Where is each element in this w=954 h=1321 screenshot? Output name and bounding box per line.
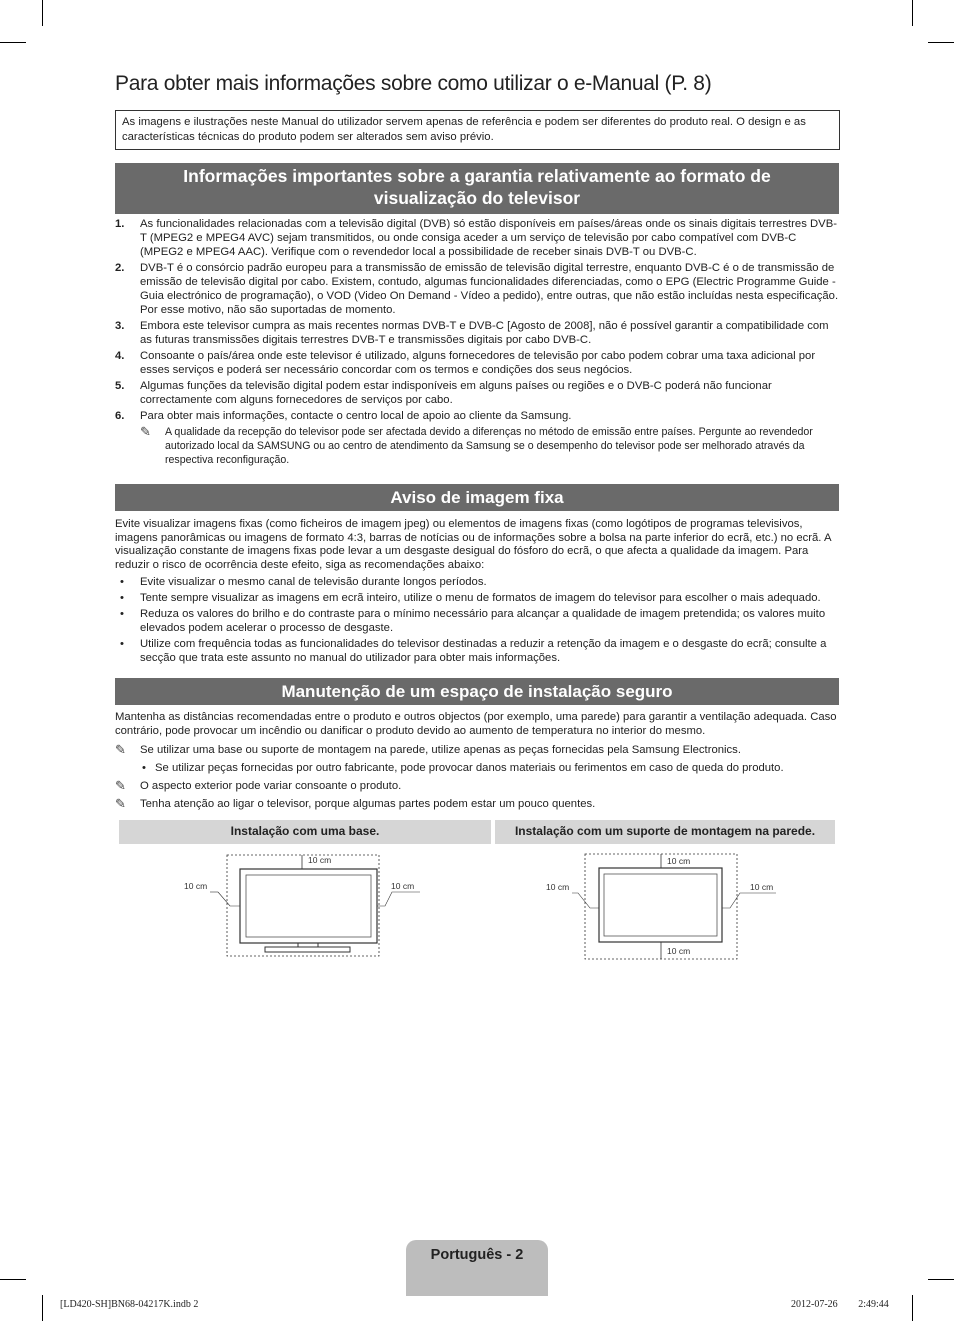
distance-label-left: 10 cm bbox=[184, 881, 208, 891]
item-text: Reduza os valores do brilho e do contraste para o mínimo necessário para alcançar a qualidade de imagem pretendida; os valores muito elevados podem acelerar o processo de desgaste. bbox=[140, 608, 826, 634]
note bbox=[115, 797, 839, 811]
tv-screen bbox=[604, 874, 717, 936]
distance-label-right: 10 cm bbox=[750, 882, 774, 892]
bullet-dot: • bbox=[120, 576, 124, 588]
pencil-note-icon: ✎ bbox=[115, 796, 126, 811]
note bbox=[115, 779, 839, 793]
distance-label-right: 10 cm bbox=[391, 881, 415, 891]
bullet-dot: • bbox=[142, 762, 146, 774]
bullet-dot: • bbox=[120, 592, 124, 604]
item-text: Utilize com frequência todas as funcionalidades do televisor destinadas a reduzir a retenção da imagem e o desgaste do ecrã; consulte a secção que trata este assunto no manual do utilizador para obter mais informações. bbox=[140, 638, 827, 664]
pencil-note-icon: ✎ bbox=[115, 778, 126, 793]
crop-mark bbox=[928, 42, 954, 43]
installation-intro: Mantenha as distâncias recomendadas entre o produto e outros objectos (por exemplo, uma parede) para garantir a ventilação adequada. Caso contrário, pode provocar um incêndio ou danificar o produto devido ao aumento de temperatura no interior do mesmo. bbox=[115, 711, 837, 737]
list-item bbox=[115, 261, 839, 317]
still-image-bullets bbox=[115, 575, 839, 667]
item-text: Para obter mais informações, contacte o centro local de apoio ao cliente da Samsung. bbox=[140, 410, 572, 422]
distance-label-top: 10 cm bbox=[667, 856, 691, 866]
page-title: Para obter mais informações sobre como utilizar o e-Manual (P. 8) bbox=[115, 72, 712, 95]
note bbox=[115, 425, 839, 467]
bullet-dot: • bbox=[120, 608, 124, 620]
list-item bbox=[115, 217, 839, 259]
item-number: 1. bbox=[115, 218, 125, 230]
crop-mark bbox=[0, 1279, 26, 1280]
stand-base bbox=[265, 947, 350, 952]
section-heading-line: Informações importantes sobre a garantia relativamente ao formato de bbox=[183, 166, 771, 186]
item-text: As funcionalidades relacionadas com a televisão digital (DVB) só estão disponíveis em países/áreas onde os sinais digitais terrestres DVB-T (MPEG2 e MPEG4 AVC) sejam transmitidos, ou onde consiga aceder a um serviço de televisão por cabo compatível com DVB-C (MPEG2 e MPEG4 AAC). Verifique com o revendedor local a possibilidade de receber sinais DVB-T ou DVB-C. bbox=[140, 218, 837, 258]
list-item bbox=[115, 575, 839, 589]
crop-mark bbox=[42, 1295, 43, 1321]
list-item bbox=[115, 761, 839, 775]
leader-line bbox=[572, 893, 599, 908]
item-number: 4. bbox=[115, 350, 125, 362]
page-number-tab bbox=[406, 1240, 548, 1296]
list-item bbox=[115, 409, 839, 423]
distance-label-bottom: 10 cm bbox=[667, 946, 691, 956]
crop-mark bbox=[912, 1295, 913, 1321]
tv-base-diagram bbox=[180, 850, 430, 960]
warranty-list bbox=[115, 217, 839, 467]
still-image-intro: Evite visualizar imagens fixas (como ficheiros de imagem jpeg) ou elementos de imagens fixas (como logótipos de programas televisivos, imagens panorâmicas ou imagens de formato 4:3, barras de notícias ou de informações sobre a bolsa na parte inferior do ecrã, etc.) no ecrã. A visualização constante de imagens fixas pode levar a um desgaste desigual do fósforo do ecrã, o que afecta a qualidade da imagem. Para reduzir o risco de ocorrência deste efeito, siga as recomendações abaixo: bbox=[115, 518, 831, 571]
crop-mark bbox=[912, 0, 913, 26]
pencil-note-icon: ✎ bbox=[115, 742, 126, 757]
note-text: Tenha atenção ao ligar o televisor, porque algumas partes podem estar um pouco quentes. bbox=[140, 798, 596, 810]
distance-label-top: 10 cm bbox=[308, 855, 332, 865]
crop-mark bbox=[928, 1279, 954, 1280]
list-item bbox=[115, 349, 839, 377]
print-slug-file: [LD420-SH]BN68-04217K.indb 2 bbox=[60, 1299, 199, 1310]
item-text: Tente sempre visualizar as imagens em ecrã inteiro, utilize o menu de formatos de imagem do televisor para escolher o mais adequado. bbox=[140, 592, 821, 604]
item-number: 2. bbox=[115, 262, 125, 274]
item-text: DVB-T é o consórcio padrão europeu para a transmissão de emissão de televisão digital terrestre, enquanto DVB-C é o de transmissão de emissão de televisão digital por cabo. Existem, contudo, algumas funcionalidades diferenciadas, como o EPG (Electric Programme Guide - Guia electrónico de programação), o VOD (Video On Demand - Vídeo a pedido), entre outras, que não estão incluídas nesta especificação. Por esse motivo, não são suportadas de momento. bbox=[140, 262, 839, 316]
section-heading-still-image: Aviso de imagem fixa bbox=[115, 484, 839, 511]
leader-line bbox=[722, 893, 776, 908]
item-text: Consoante o país/área onde este televisor é utilizado, alguns fornecedores de televisão por cabo podem cobrar uma taxa adicional por esses serviços e poderá ser necessário concordar com os termos e condições dos seus negócios. bbox=[140, 350, 816, 376]
tv-screen bbox=[246, 875, 371, 937]
disclaimer-box: As imagens e ilustrações neste Manual do utilizador servem apenas de referência e podem ser diferentes do produto real. O design e as características técnicas do produto podem ser alterados sem aviso prévio. bbox=[115, 110, 840, 150]
crop-mark bbox=[0, 42, 26, 43]
item-number: 6. bbox=[115, 410, 125, 422]
item-number: 5. bbox=[115, 380, 125, 392]
leader-line bbox=[377, 892, 420, 906]
crop-mark bbox=[42, 0, 43, 26]
section-heading-warranty bbox=[115, 163, 839, 214]
list-item bbox=[115, 379, 839, 407]
list-item bbox=[115, 637, 839, 665]
bullet-dot: • bbox=[120, 638, 124, 650]
print-slug-date: 2012-07-26 ￿￿ 2:49:44 bbox=[791, 1299, 889, 1310]
list-item bbox=[115, 591, 839, 605]
note-text: Se utilizar uma base ou suporte de montagem na parede, utilize apenas as peças fornecidas pela Samsung Electronics. bbox=[140, 744, 741, 756]
item-text: Algumas funções da televisão digital podem estar indisponíveis em alguns países ou regiões e o DVB-C poderá não funcionar correctamente com alguns fornecedores de serviços por cabo. bbox=[140, 380, 772, 406]
install-wall-header: Instalação com um suporte de montagem na parede. bbox=[495, 820, 835, 844]
item-text: Se utilizar peças fornecidas por outro fabricante, pode provocar danos materiais ou ferimentos em caso de queda do produto. bbox=[155, 762, 784, 774]
item-text: Evite visualizar o mesmo canal de televisão durante longos períodos. bbox=[140, 576, 487, 588]
page-number: Português - 2 bbox=[430, 1247, 524, 1263]
distance-label-left: 10 cm bbox=[546, 882, 570, 892]
pencil-note-icon: ✎ bbox=[140, 424, 151, 439]
list-item bbox=[115, 607, 839, 635]
section-heading-installation: Manutenção de um espaço de instalação seguro bbox=[115, 678, 839, 705]
section-heading-line: visualização do televisor bbox=[373, 188, 581, 208]
list-item bbox=[115, 319, 839, 347]
note bbox=[115, 743, 839, 757]
note-text: A qualidade da recepção do televisor pode ser afectada devido a diferenças no método de emissão entre países. Pergunte ao revendedor autorizado local da SAMSUNG ou ao centro de atendimento da Samsung se o desempenho do televisor pode ser melhorado através da respectiva reconfiguração. bbox=[165, 426, 813, 466]
item-number: 3. bbox=[115, 320, 125, 332]
install-base-header: Instalação com uma base. bbox=[119, 820, 491, 844]
item-text: Embora este televisor cumpra as mais recentes normas DVB-T e DVB-C [Agosto de 2008], não é possível garantir a compatibilidade com as futuras transmissões digitais terrestres DVB-T e transmissões digitais por cabo DVB-C. bbox=[140, 320, 829, 346]
installation-notes bbox=[115, 743, 839, 815]
leader-line bbox=[218, 892, 240, 906]
note-text: O aspecto exterior pode variar consoante o produto. bbox=[140, 780, 402, 792]
tv-wall-diagram bbox=[540, 850, 790, 965]
